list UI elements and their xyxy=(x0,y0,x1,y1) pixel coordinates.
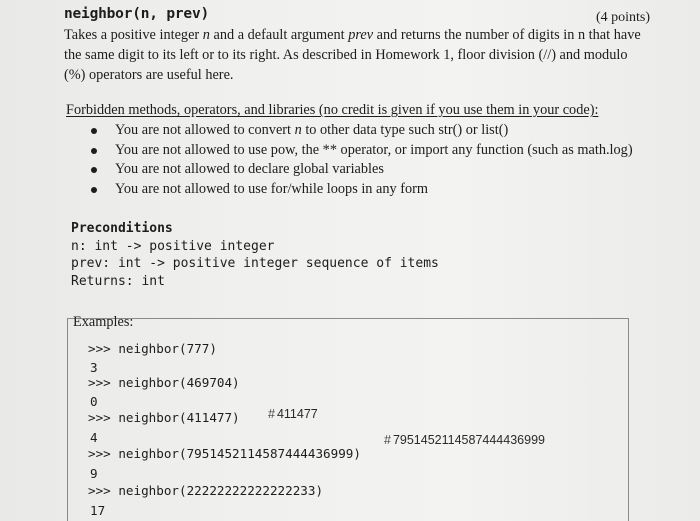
forbidden-heading: Forbidden methods, operators, and libraries (no credit is given if you use them in your code): xyxy=(66,102,599,118)
precondition-n: n: int -> positive integer xyxy=(71,239,275,254)
forbidden-item xyxy=(88,160,633,180)
hash-symbol: # xyxy=(384,433,391,447)
bullet-icon xyxy=(91,187,97,193)
problem-description xyxy=(64,25,644,85)
example-comment-4 xyxy=(384,433,545,447)
hash-symbol: # xyxy=(268,407,275,421)
bullet-icon xyxy=(91,148,97,154)
example-comment-3 xyxy=(268,407,318,421)
example-output-4: 9 xyxy=(90,466,98,481)
forbidden-item-var: n xyxy=(294,122,302,138)
precondition-returns: Returns: int xyxy=(71,274,165,289)
forbidden-item-text: You are not allowed to convert xyxy=(115,122,295,138)
example-comment-4-text: 7951452114587444436999 xyxy=(392,433,545,447)
bullet-icon xyxy=(91,167,97,173)
example-call-2: >>> neighbor(469704) xyxy=(88,375,240,390)
example-output-3: 4 xyxy=(90,430,98,445)
description-text-3: and returns the number of digits in n that have the same digit to its left or to its right. As described in Homework 1, floor division (//) and modulo (%) operators are useful here. xyxy=(64,27,641,83)
forbidden-item-text: You are not allowed to use for/while loops in any form xyxy=(115,180,429,197)
description-var-n: n xyxy=(202,27,210,43)
forbidden-list xyxy=(88,121,633,199)
forbidden-item xyxy=(88,180,633,200)
example-output-2: 0 xyxy=(90,394,98,409)
problem-header xyxy=(64,4,654,26)
forbidden-item-text: You are not allowed to use pow, the ** operator, or import any function (such as math.log) xyxy=(115,141,633,158)
preconditions-title: Preconditions xyxy=(71,221,173,236)
example-call-4: >>> neighbor(7951452114587444436999) xyxy=(88,446,361,461)
forbidden-item xyxy=(88,121,633,141)
example-call-3: >>> neighbor(411477) xyxy=(88,410,240,425)
example-comment-3-text: 411477 xyxy=(276,407,318,421)
function-signature: neighbor(n, prev) xyxy=(64,6,210,22)
points-value: (4 points) xyxy=(595,10,650,25)
example-output-1: 3 xyxy=(90,360,98,375)
example-call-5: >>> neighbor(22222222222222233) xyxy=(88,483,324,498)
examples-label: Examples: xyxy=(73,314,134,330)
description-text-2: and a default argument xyxy=(209,27,349,43)
forbidden-item xyxy=(88,141,633,161)
example-output-5: 17 xyxy=(90,503,106,518)
precondition-prev: prev: int -> positive integer sequence of items xyxy=(71,256,439,271)
forbidden-item-text: You are not allowed to declare global variables xyxy=(115,161,384,177)
description-var-prev: prev xyxy=(348,27,374,43)
description-text-1: Takes a positive integer xyxy=(64,27,203,43)
forbidden-item-text: to other data type such str() or list() xyxy=(301,122,509,138)
example-call-1: >>> neighbor(777) xyxy=(88,341,217,356)
bullet-icon xyxy=(91,128,97,134)
